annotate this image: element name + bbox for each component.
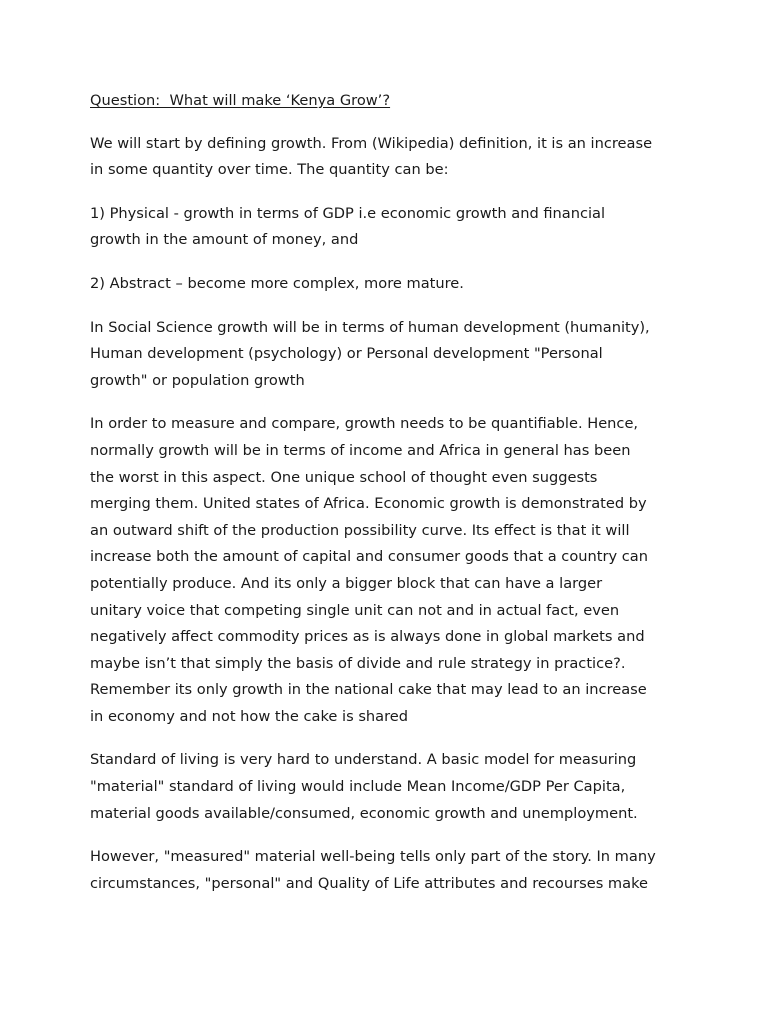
text-line: However, "measured" material well-being tells only part of the story. In many	[90, 848, 656, 866]
text-line: in some quantity over time. The quantity can be:	[90, 161, 449, 179]
text-line: "material" standard of living would include Mean Income/GDP Per Capita,	[90, 778, 626, 796]
paragraph-standard-of-living	[90, 747, 690, 827]
text-line: 1) Physical - growth in terms of GDP i.e economic growth and financial	[90, 204, 606, 222]
paragraph-measured-wellbeing	[90, 844, 690, 897]
text-line: growth" or population growth	[90, 371, 305, 389]
text-line: potentially produce. And its only a bigger block that can have a larger	[90, 574, 603, 592]
paragraph-growth-definition	[90, 131, 690, 184]
text-line: Standard of living is very hard to understand. A basic model for measuring	[90, 751, 637, 769]
text-line: an outward shift of the production possibility curve. Its effect is that it will	[90, 521, 630, 539]
text-line: in economy and not how the cake is shared	[90, 707, 409, 725]
text-line: maybe isn’t that simply the basis of divide and rule strategy in practice?.	[90, 654, 626, 672]
text-line: Human development (psychology) or Personal development "Personal	[90, 345, 603, 363]
text-line: growth in the amount of money, and	[90, 231, 359, 249]
paragraph-physical-growth	[90, 201, 690, 254]
paragraph-social-science	[90, 315, 690, 395]
text-line: unitary voice that competing single unit can not and in actual fact, even	[90, 601, 620, 619]
text-line: 2) Abstract – become more complex, more mature.	[90, 274, 464, 292]
text-line: merging them. United states of Africa. Economic growth is demonstrated by	[90, 495, 647, 513]
document-body	[90, 88, 690, 914]
text-line: normally growth will be in terms of income and Africa in general has been	[90, 441, 631, 459]
text-line: In order to measure and compare, growth needs to be quantifiable. Hence,	[90, 415, 639, 433]
text-line: circumstances, "personal" and Quality of Life attributes and recourses make	[90, 874, 649, 892]
document-title: Question: What will make ‘Kenya Grow’?	[90, 92, 391, 109]
text-line: negatively affect commodity prices as is always done in global markets and	[90, 628, 645, 646]
paragraph-abstract-growth	[90, 271, 690, 298]
text-line: the worst in this aspect. One unique school of thought even suggests	[90, 468, 598, 486]
text-line: material goods available/consumed, economic growth and unemployment.	[90, 804, 638, 822]
text-line: increase both the amount of capital and consumer goods that a country can	[90, 548, 648, 566]
paragraph-measure-compare	[90, 411, 690, 730]
text-line: In Social Science growth will be in terms of human development (humanity),	[90, 318, 650, 336]
text-line: Remember its only growth in the national cake that may lead to an increase	[90, 681, 647, 699]
text-line: We will start by defining growth. From (Wikipedia) definition, it is an increase	[90, 134, 653, 152]
